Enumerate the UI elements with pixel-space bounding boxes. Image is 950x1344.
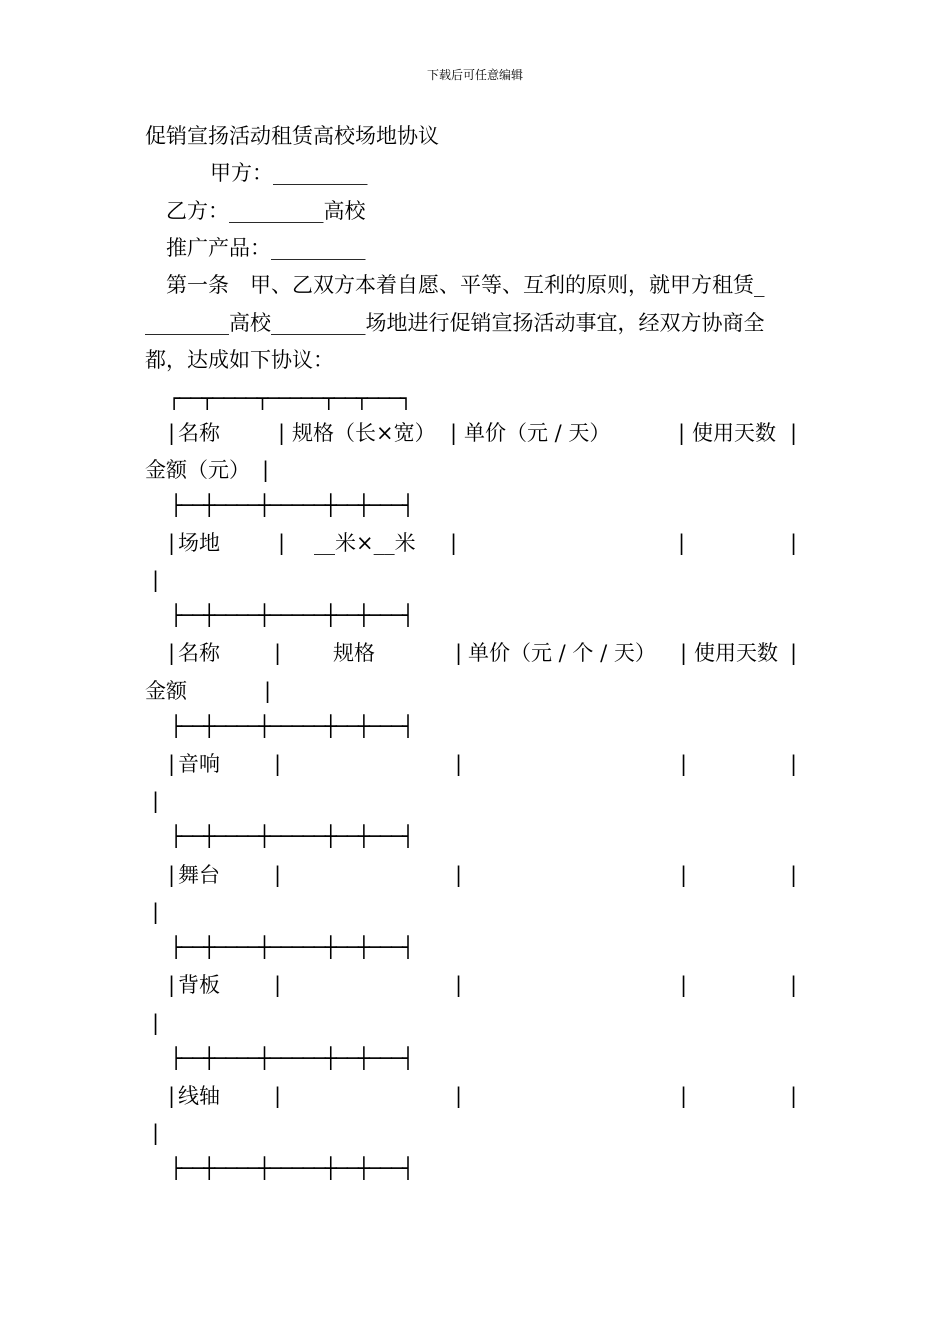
header2-amount: 金额 (145, 679, 187, 703)
cell-border: | (680, 1084, 688, 1108)
cell-border: | (680, 641, 688, 665)
equipment-name: 音响 (178, 752, 220, 776)
cell-border: | (168, 1084, 176, 1108)
equipment-name: 线轴 (178, 1084, 220, 1108)
table-row-rule: ├──┼────┼─────┼──┼───┤ (170, 603, 413, 627)
cell-border: | (274, 752, 282, 776)
table-row-rule: ├──┼────┼─────┼──┼───┤ (170, 493, 413, 517)
table-row-rule: ├──┼────┼─────┼──┼───┤ (170, 824, 413, 848)
page-header-note: 下载后可任意编辑 (426, 68, 523, 82)
cell-border: | (152, 1011, 160, 1035)
cell-border: | (680, 973, 688, 997)
cell-border: | (152, 568, 160, 592)
header1-price: 单价（元 / 天） (464, 421, 611, 445)
cell-border: | (455, 1084, 463, 1108)
cell-border: | (264, 679, 272, 703)
cell-border: | (790, 641, 798, 665)
cell-border: | (680, 752, 688, 776)
header2-spec: 规格 (333, 641, 375, 665)
cell-border: | (678, 421, 686, 445)
table-row-rule: ├──┼────┼─────┼──┼───┤ (170, 714, 413, 738)
cell-border: | (168, 531, 176, 555)
cell-border: | (168, 421, 176, 445)
cell-border: | (790, 1084, 798, 1108)
table-row-rule: ├──┼────┼─────┼──┼───┤ (170, 1046, 413, 1070)
cell-border: | (278, 421, 286, 445)
venue-spec: __米×__米 (314, 531, 416, 555)
header2-days: 使用天数 (694, 641, 778, 665)
header2-price: 单价（元 / 个 / 天） (468, 641, 656, 665)
cell-border: | (262, 458, 270, 482)
header1-amount: 金额（元） (145, 458, 250, 482)
cell-border: | (450, 531, 458, 555)
cell-border: | (455, 752, 463, 776)
party-b-line: 乙方：_________高校 (166, 199, 366, 223)
cell-border: | (450, 421, 458, 445)
cell-border: | (168, 863, 176, 887)
equipment-name: 背板 (178, 973, 220, 997)
cell-border: | (274, 641, 282, 665)
header1-spec: 规格（长×宽） (292, 421, 436, 445)
cell-border: | (680, 863, 688, 887)
document-title: 促销宣扬活动租赁高校场地协议 (145, 124, 439, 148)
cell-border: | (168, 973, 176, 997)
header1-days: 使用天数 (692, 421, 776, 445)
cell-border: | (274, 973, 282, 997)
table-row-rule: ├──┼────┼─────┼──┼───┤ (170, 1156, 413, 1180)
cell-border: | (274, 1084, 282, 1108)
article1-line3: 都，达成如下协议： (145, 348, 334, 372)
venue-name: 场地 (178, 531, 220, 555)
cell-border: | (168, 641, 176, 665)
cell-border: | (790, 752, 798, 776)
equipment-name: 舞台 (178, 863, 220, 887)
cell-border: | (274, 863, 282, 887)
cell-border: | (455, 863, 463, 887)
header1-name: 名称 (178, 421, 220, 445)
cell-border: | (278, 531, 286, 555)
cell-border: | (790, 531, 798, 555)
cell-border: | (152, 789, 160, 813)
cell-border: | (790, 973, 798, 997)
header2-name: 名称 (178, 641, 220, 665)
table-top-rule: ┌──┬────┬─────┬──┬───┐ (168, 386, 411, 410)
article1-line1: 第一条 甲、乙双方本着自愿、平等、互利的原则，就甲方租赁_ (166, 273, 765, 297)
product-line: 推广产品：_________ (166, 236, 366, 260)
article1-line2: ________高校_________场地进行促销宣扬活动事宜，经双方协商全 (145, 311, 765, 335)
cell-border: | (790, 421, 798, 445)
cell-border: | (152, 900, 160, 924)
cell-border: | (168, 752, 176, 776)
cell-border: | (455, 973, 463, 997)
table-row-rule: ├──┼────┼─────┼──┼───┤ (170, 935, 413, 959)
cell-border: | (678, 531, 686, 555)
cell-border: | (790, 863, 798, 887)
cell-border: | (152, 1121, 160, 1145)
party-a-line: 甲方：_________ (210, 161, 368, 185)
cell-border: | (455, 641, 463, 665)
